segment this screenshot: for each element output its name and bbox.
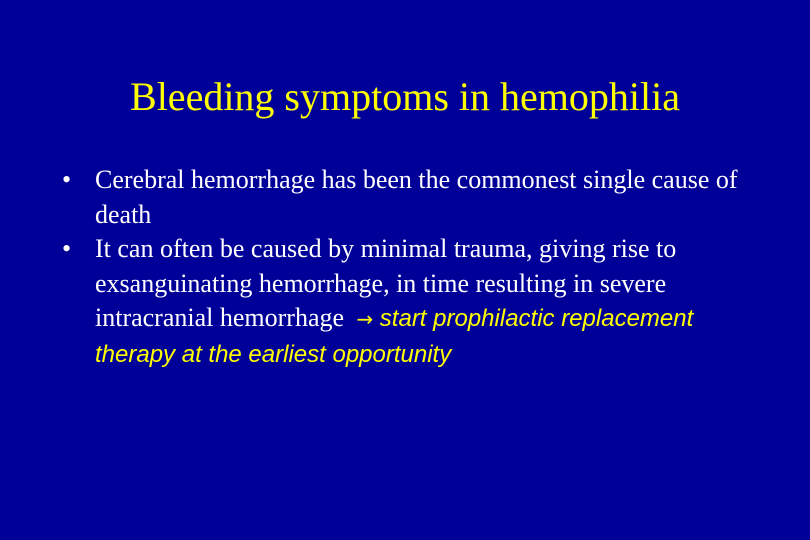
bullet-item [62,232,762,372]
bullet-conclusion: start prophilactic replacement therapy at the earliest opportunity [95,305,694,368]
bullet-item [62,163,762,232]
bullet-list [62,163,762,372]
slide-title: Bleeding symptoms in hemophilia [130,74,680,119]
bullet-text: Cerebral hemorrhage has been the commonest single cause of death [95,165,738,229]
right-arrow-icon: → [356,307,374,331]
bullet-marker: • [62,165,72,194]
bullet-marker: • [62,234,72,263]
bullet-text: It can often be caused by minimal trauma, giving rise to exsanguinating hemorrhage, in time resulting in severe intracranial hemorrhage [95,234,677,332]
